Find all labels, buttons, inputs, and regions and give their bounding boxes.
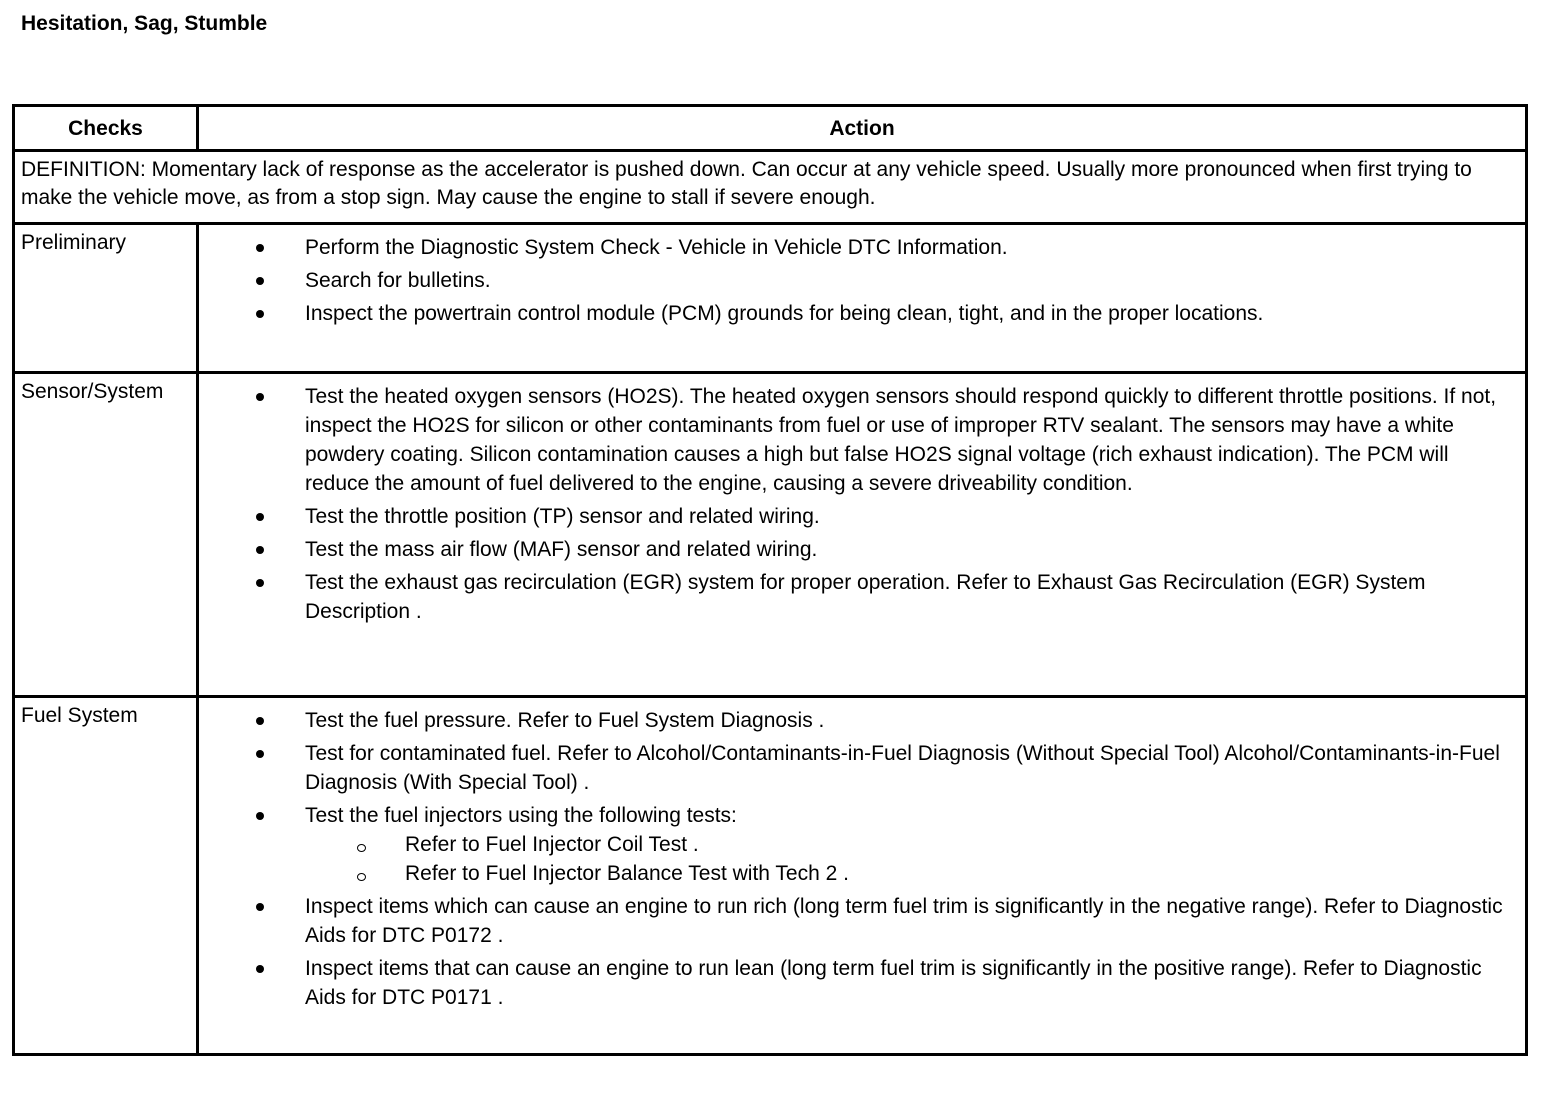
action-list [199, 225, 1525, 328]
action-text: Perform the Diagnostic System Check - Vehicle in Vehicle DTC Information. [305, 236, 1008, 259]
action-text: Inspect items which can cause an engine to run rich (long term fuel trim is significantly in the negative range). Refer to Diagnostic Aids for DTC P0172 . [305, 895, 1503, 947]
action-item [199, 233, 1513, 262]
bullet-icon [256, 965, 264, 973]
bullet-icon [256, 546, 264, 554]
header-checks: Checks [14, 106, 198, 151]
check-label: Preliminary [21, 231, 127, 254]
sub-action-text: Refer to Fuel Injector Coil Test . [405, 833, 699, 856]
definition-row [14, 151, 1527, 224]
action-list [199, 374, 1525, 626]
action-item [199, 739, 1513, 797]
bullet-icon [256, 750, 264, 758]
check-label: Sensor/System [21, 380, 164, 403]
table-row-fuel-system [14, 697, 1527, 1055]
action-item [199, 535, 1513, 564]
action-cell [198, 373, 1527, 697]
action-item [199, 801, 1513, 888]
action-text: Test for contaminated fuel. Refer to Alcohol/Contaminants-in-Fuel Diagnosis (Without Special Tool) Alcohol/Contaminants-in-Fuel Diagnosis (With Special Tool) . [305, 742, 1500, 794]
bullet-icon [256, 244, 264, 252]
action-text: Search for bulletins. [305, 269, 491, 292]
bullet-icon [256, 393, 264, 401]
sub-action-item [305, 830, 1513, 859]
sub-action-text: Refer to Fuel Injector Balance Test with Tech 2 . [405, 862, 849, 885]
circle-bullet-icon [357, 873, 366, 881]
table-row-sensor-system [14, 373, 1527, 697]
action-item [199, 706, 1513, 735]
bullet-icon [256, 579, 264, 587]
circle-bullet-icon [357, 844, 366, 852]
bullet-icon [256, 277, 264, 285]
action-item [199, 954, 1513, 1012]
bullet-icon [256, 903, 264, 911]
bullet-icon [256, 310, 264, 318]
action-item [199, 892, 1513, 950]
action-item [199, 382, 1513, 498]
check-cell [14, 373, 198, 697]
check-cell [14, 697, 198, 1055]
page-title: Hesitation, Sag, Stumble [21, 12, 268, 35]
action-cell [198, 224, 1527, 373]
bullet-icon [256, 513, 264, 521]
action-item [199, 502, 1513, 531]
action-text: Inspect items that can cause an engine to run lean (long term fuel trim is significantly in the positive range). Refer to Diagnostic Aids for DTC P0171 . [305, 957, 1482, 1009]
action-text: Test the exhaust gas recirculation (EGR) system for proper operation. Refer to Exhaust Gas Recirculation (EGR) System Description . [305, 571, 1426, 623]
check-label: Fuel System [21, 704, 138, 727]
action-item [199, 568, 1513, 626]
check-cell [14, 224, 198, 373]
action-list [199, 698, 1525, 1012]
action-text: Test the throttle position (TP) sensor and related wiring. [305, 505, 820, 528]
bullet-icon [256, 717, 264, 725]
diagnostic-table [12, 104, 1528, 1056]
table-header-row [14, 106, 1527, 151]
table-row-preliminary [14, 224, 1527, 373]
action-text: Inspect the powertrain control module (PCM) grounds for being clean, tight, and in the proper locations. [305, 302, 1264, 325]
action-item [199, 299, 1513, 328]
header-action: Action [198, 106, 1527, 151]
definition-text: DEFINITION: Momentary lack of response as the accelerator is pushed down. Can occur at any vehicle speed. Usually more pronounced when first trying to make the vehicle move, as from a stop sign. May cause the engine to stall if severe enough. [14, 151, 1527, 224]
action-text: Test the mass air flow (MAF) sensor and related wiring. [305, 538, 818, 561]
action-item [199, 266, 1513, 295]
bullet-icon [256, 812, 264, 820]
action-text: Test the heated oxygen sensors (HO2S). The heated oxygen sensors should respond quickly to different throttle positions. If not, inspect the HO2S for silicon or other contaminants from fuel or use of improper RTV sealant. The sensors may have a white powdery coating. Silicon contamination causes a high but false HO2S signal voltage (rich exhaust indication). The PCM will reduce the amount of fuel delivered to the engine, causing a severe driveability condition. [305, 385, 1497, 495]
sub-action-item [305, 859, 1513, 888]
action-cell [198, 697, 1527, 1055]
action-text: Test the fuel pressure. Refer to Fuel System Diagnosis . [305, 709, 825, 732]
action-text: Test the fuel injectors using the following tests: [305, 804, 737, 827]
injector-test-list [305, 830, 1513, 888]
